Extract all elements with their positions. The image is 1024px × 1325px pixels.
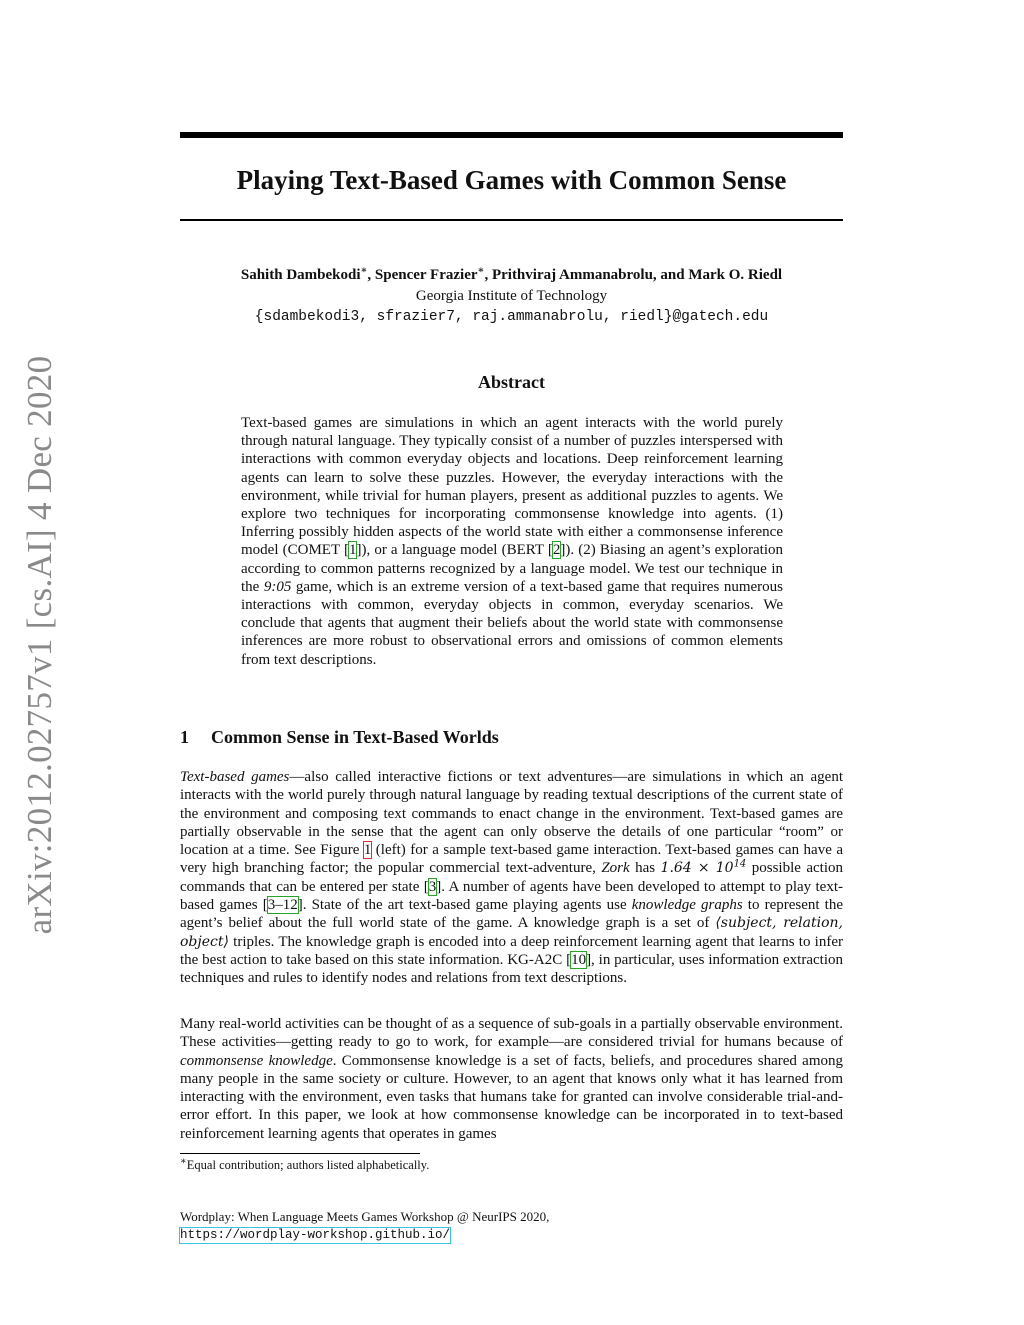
body-text: —also called interactive fictions or text adventures—are simulations in which an agent interacts with the world purely through natural language by reading textual descriptions of the current state of the environment and composing text commands to enact change in the environment. Text-based games are partially observable in the sense that the agent can only observe the details of one particular “room” or location at a time. See Figure (180, 769, 843, 859)
game-name: 9:05 (263, 578, 292, 595)
body-text: possible action commands that can be entered per state [ (180, 860, 844, 895)
author-emails: {sdambekodi3, sfrazier7, raj.ammanabrolu, riedl}@gatech.edu (254, 309, 769, 325)
title-rule-top (180, 132, 843, 138)
paper-title: Playing Text-Based Games with Common Sense (236, 165, 787, 195)
abstract-text: ]). (2) Biasing an agent’s exploration according to common patterns recognized by a language model. We test our technique in the (241, 542, 783, 595)
body-text: (left) for a sample text-based game interaction. Text-based games can have a very high branching factor; the popular commercial text-adventure, (180, 842, 843, 877)
body-text: ], in particular, uses information extraction techniques and rules to identify nodes and relations from text descriptions. (180, 951, 843, 987)
author-1: Sahith Dambekodi (240, 267, 361, 283)
author-block (180, 265, 843, 328)
citation-link[interactable]: 1 (348, 542, 357, 559)
emphasis-term: commonsense knowledge (180, 1052, 333, 1069)
workshop-url-link[interactable]: https://wordplay-workshop.github.io/ (180, 1228, 451, 1242)
citation-link[interactable]: 3 (428, 878, 437, 895)
equal-contribution-mark[interactable]: ∗ (477, 265, 485, 276)
body-text: Many real-world activities can be thought of as a sequence of sub-goals in a partially observable environment. These activities—getting ready to go to work, for example—are considered trivial for humans because of (180, 1016, 843, 1051)
venue-text: Wordplay: When Language Meets Games Workshop @ NeurIPS 2020, (180, 1209, 550, 1224)
math-exponent: 14 (733, 858, 747, 870)
citation-link[interactable]: 3–12 (267, 897, 298, 914)
abstract-text: game, which is an extreme version of a text-based game that requires numerous interactions with common, everyday objects in common, everyday scenarios. We conclude that agents that augment their beliefs about the world state with commonsense inferences are more robust to observational errors and omissions of common elements from text descriptions. (241, 578, 783, 668)
emphasis-term: knowledge graphs (631, 897, 743, 914)
body-text: ]. State of the art text-based game playing agents use (297, 897, 632, 914)
section-number: 1 (180, 727, 189, 747)
footnote-rule (180, 1153, 420, 1154)
footnote (180, 1157, 843, 1174)
math-base: 1.64 × 10 (660, 860, 734, 877)
arxiv-identifier: arXiv:2012.02757v1 [cs.AI] 4 Dec 2020 (20, 355, 59, 935)
author-names (180, 265, 843, 286)
abstract-text: ]), or a language model (BERT [ (356, 542, 553, 559)
body-text: ]. A number of agents have been developed to attempt to play text-based games [ (180, 878, 843, 914)
section-heading (180, 724, 843, 750)
body-paragraph (180, 768, 843, 988)
abstract-text: Text-based games are simulations in which an agent interacts with the world purely through natural language. They typically consist of a number of puzzles interspersed with interactions with common everyday objects and locations. Deep reinforcement learning agents can learn to solve these puzzles. However, the everyday interactions with the environment, while trivial for human players, present as additional puzzles to agents. We explore two techniques for incorporating commonsense knowledge into agents. (1) Inferring possibly hidden aspects of the world state with either a commonsense inference model (COMET [ (241, 415, 783, 559)
citation-link[interactable]: 10 (571, 951, 587, 968)
body-paragraph (180, 1015, 843, 1143)
abstract-body (241, 414, 783, 669)
math-number (661, 860, 747, 876)
body-text: triples. The knowledge graph is encoded into a deep reinforcement learning agent that learns to infer the best action to take based on this state information. KG-A2C [ (180, 933, 843, 968)
affiliation: Georgia Institute of Technology (415, 288, 608, 304)
emphasis-term: Text-based games (180, 769, 290, 785)
citation-link[interactable]: 2 (552, 542, 561, 559)
body-text: to represent the agent’s belief about the full world state of the game. A knowledge graph is a set of (180, 897, 844, 932)
figure-reference-link[interactable]: 1 (363, 842, 372, 859)
equal-contribution-mark[interactable]: ∗ (360, 265, 368, 276)
game-name: Zork (601, 860, 630, 877)
body-text: has (629, 860, 661, 877)
math-triple: ⟨subject, relation, object⟩ (180, 915, 843, 950)
author-2: , Spencer Frazier (367, 267, 478, 283)
body-text: . Commonsense knowledge is a set of facts, beliefs, and procedures shared among many people in the same society or culture. However, to an agent that knows only what it has learned from interacting with the environment, even tasks that humans take for granted can involve considerable trial-and-error effort. In this paper, we look at how commonsense knowledge can be incorporated in to text-based reinforcement learning agents that operates in games (180, 1052, 843, 1142)
abstract-heading: Abstract (478, 372, 545, 392)
title-rule-bottom (180, 219, 843, 221)
author-rest: , Prithviraj Ammanabrolu, and Mark O. Riedl (484, 267, 783, 283)
footnote-text: Equal contribution; authors listed alphabetically. (186, 1158, 430, 1172)
venue-note (180, 1208, 843, 1243)
section-title: Common Sense in Text-Based Worlds (211, 727, 499, 747)
footnote-mark: ∗ (180, 1155, 187, 1167)
